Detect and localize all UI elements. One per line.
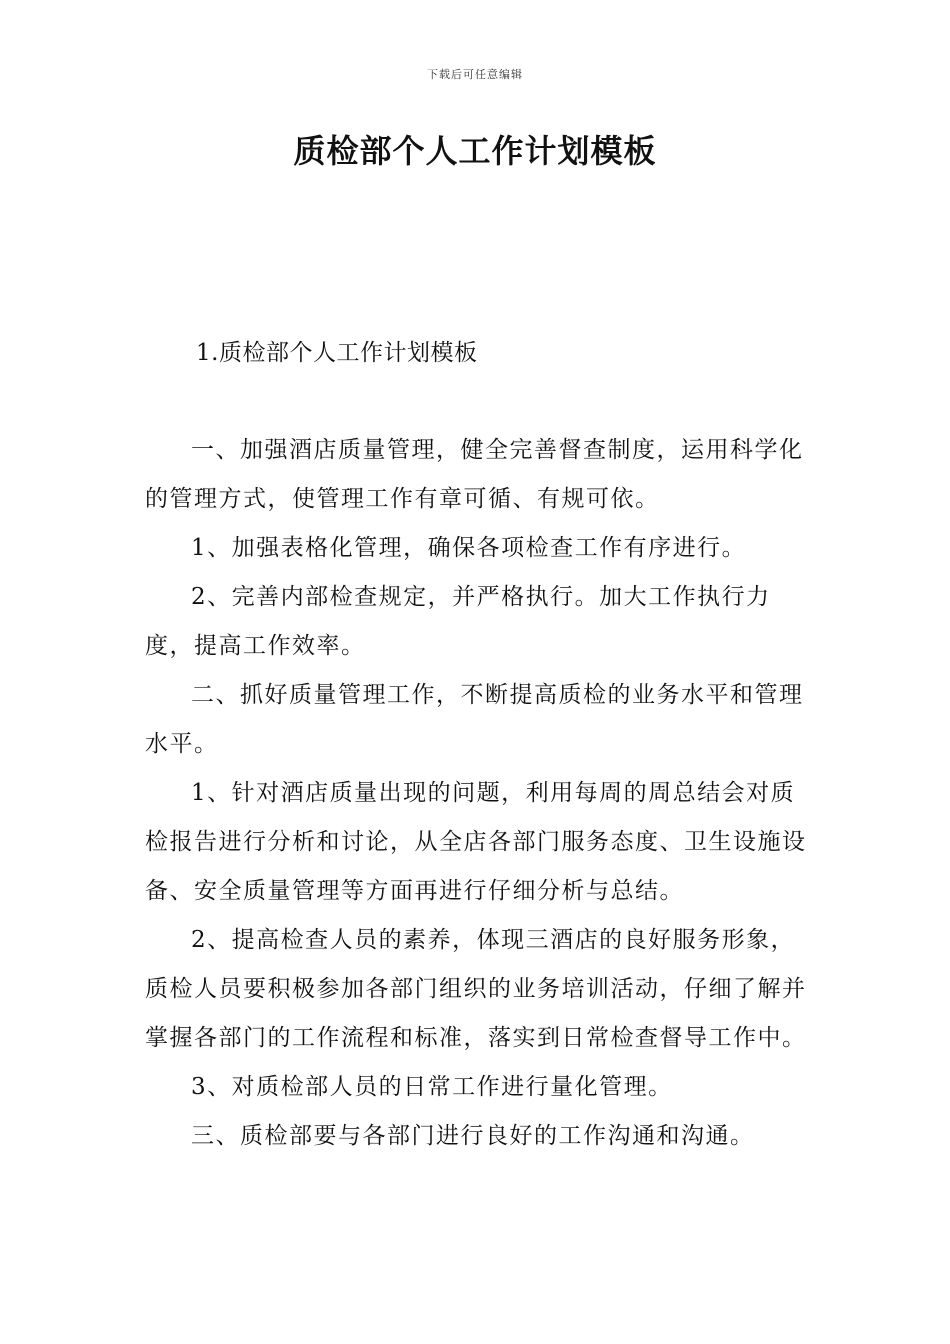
- paragraph: 2、完善内部检查规定，并严格执行。加大工作执行力度，提高工作效率。: [145, 584, 771, 659]
- section-title: 1.质检部个人工作计划模板: [196, 340, 478, 366]
- paragraph: 1、加强表格化管理，确保各项检查工作有序进行。: [191, 535, 747, 561]
- paragraph: 二、抓好质量管理工作，不断提高质检的业务水平和管理水平。: [145, 682, 804, 757]
- document-title: 质检部个人工作计划模板: [293, 132, 657, 170]
- body-text: [145, 426, 810, 1161]
- header-note: 下载后可任意编辑: [427, 68, 523, 81]
- paragraph: 三、质检部要与各部门进行良好的工作沟通和沟通。: [191, 1123, 755, 1149]
- paragraph: 一、加强酒店质量管理，健全完善督查制度，运用科学化的管理方式，使管理工作有章可循、有规可依。: [145, 437, 804, 512]
- paragraph: 2、提高检查人员的素养，体现三酒店的良好服务形象，质检人员要积极参加各部门组织的业务培训活动，仔细了解并掌握各部门的工作流程和标准，落实到日常检查督导工作中。: [145, 927, 807, 1051]
- paragraph: 3、对质检部人员的日常工作进行量化管理。: [191, 1074, 673, 1100]
- paragraph: 1、针对酒店质量出现的问题，利用每周的周总结会对质检报告进行分析和讨论，从全店各部门服务态度、卫生设施设备、安全质量管理等方面再进行仔细分析与总结。: [145, 780, 807, 904]
